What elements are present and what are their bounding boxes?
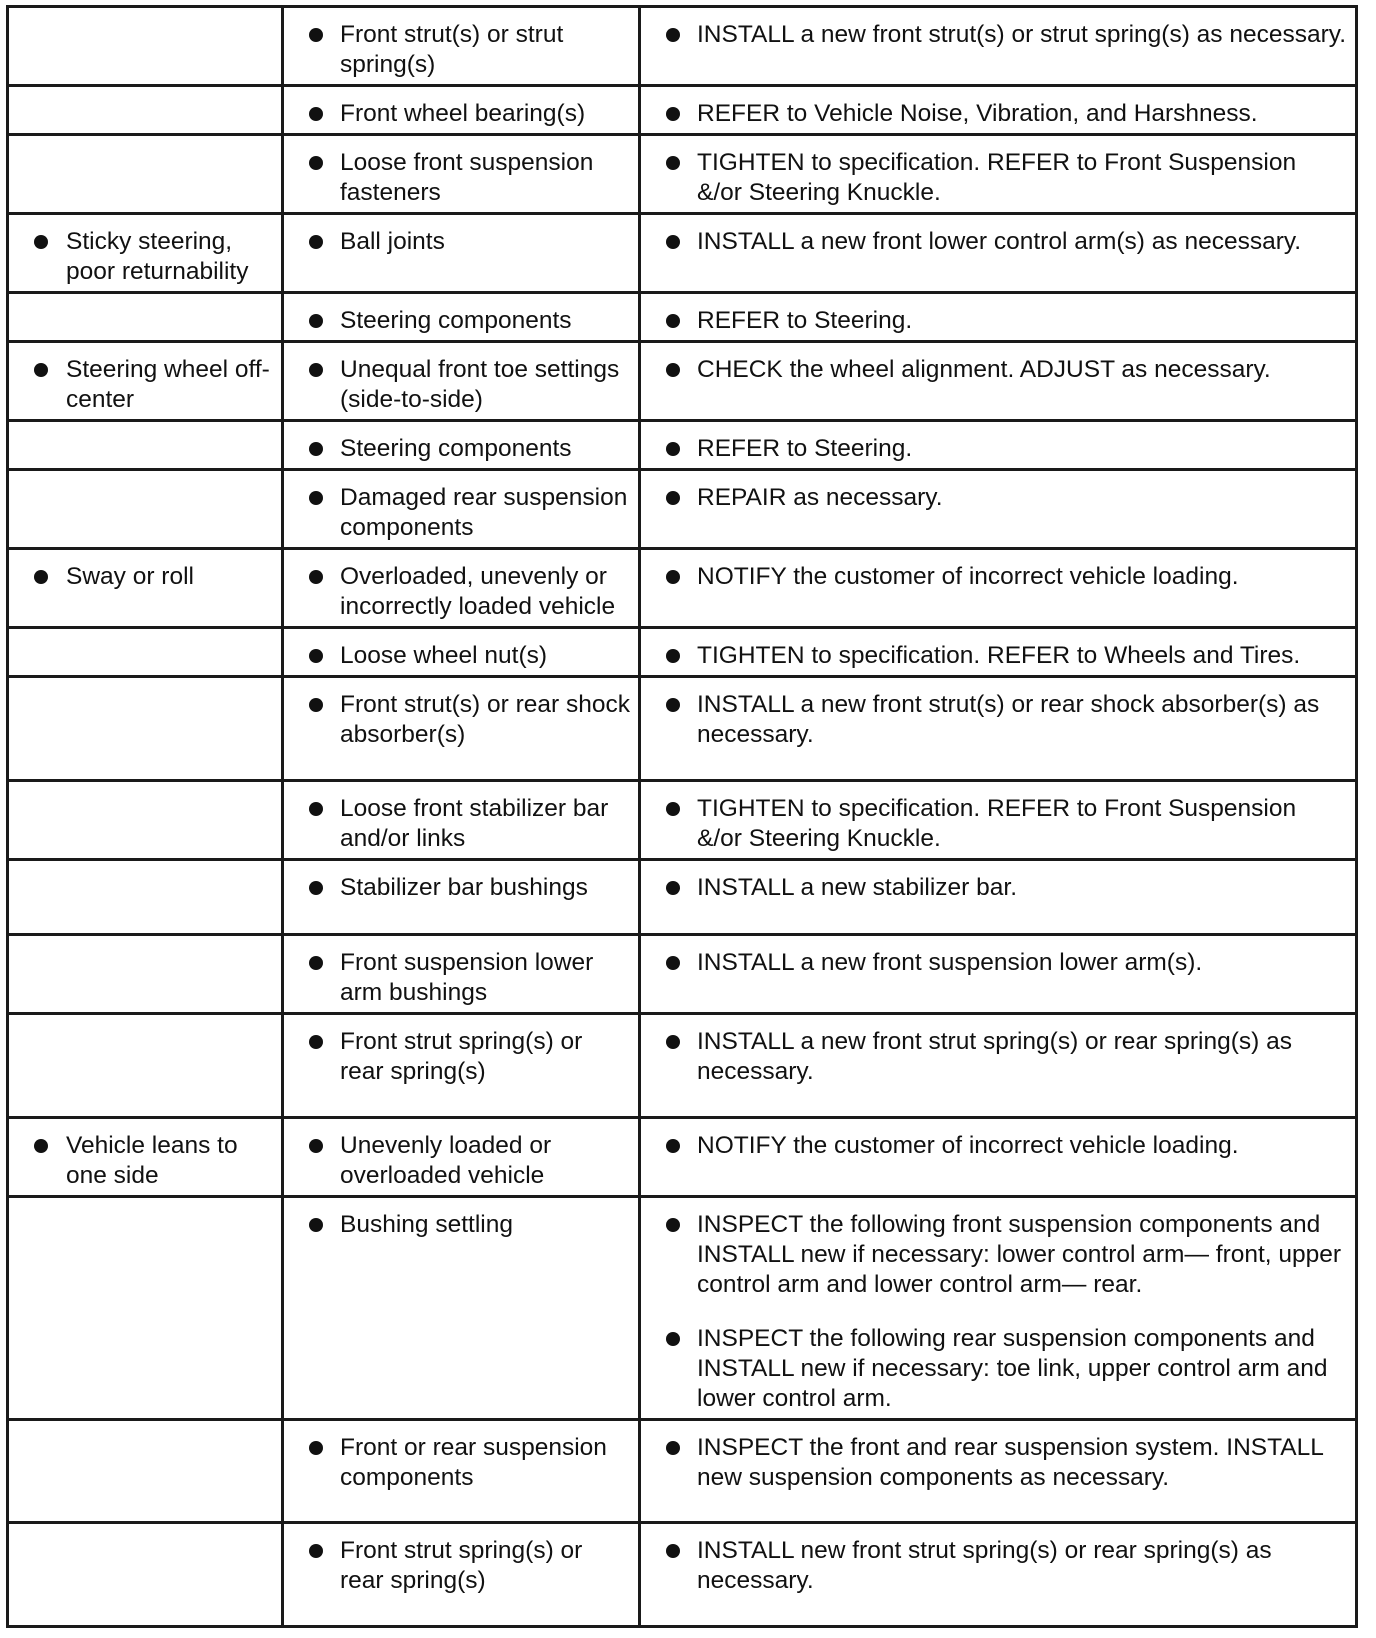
bullet-icon [309,956,323,970]
table-row [8,421,1357,470]
action-item [697,355,1347,385]
condition-cell [8,935,283,1014]
source-text: Unevenly loaded or overloaded vehicle [340,1132,552,1189]
action-text: INSPECT the front and rear suspension system. INSTALL new suspension components as necessary. [697,1434,1323,1491]
source-text: Bushing settling [340,1211,513,1238]
bullet-icon [666,1441,680,1455]
condition-cell [8,1014,283,1118]
source-text: Loose wheel nut(s) [340,642,548,669]
source-cell [283,342,640,421]
source-text: Steering components [340,307,572,334]
table-row [8,1523,1357,1627]
action-item [697,873,1347,903]
action-text: REFER to Steering. [697,435,913,462]
action-item [697,948,1347,978]
condition-cell [8,293,283,342]
source-cell [283,470,640,549]
bullet-icon [309,698,323,712]
bullet-icon [309,802,323,816]
source-cell [283,1014,640,1118]
source-cell [283,1197,640,1420]
action-cell [640,1420,1357,1523]
action-text: INSTALL a new front suspension lower arm(s). [697,949,1203,976]
bullet-icon [309,363,323,377]
action-cell [640,135,1357,214]
table-row [8,935,1357,1014]
bullet-icon [309,1139,323,1153]
action-cell [640,935,1357,1014]
table-row [8,7,1357,86]
table-body [8,7,1357,1627]
source-text: Steering components [340,435,572,462]
action-item [697,483,1347,513]
action-text: INSPECT the following front suspension components and INSTALL new if necessary: lower control arm— front, upper control arm and lower control arm— rear. [697,1211,1342,1298]
source-cell [283,935,640,1014]
source-text: Front strut(s) or rear shock absorber(s) [340,691,630,748]
bullet-icon [34,570,48,584]
action-item [697,434,1347,464]
condition-cell [8,421,283,470]
bullet-icon [666,1139,680,1153]
action-cell [640,1014,1357,1118]
action-item [697,227,1347,257]
action-item [697,1536,1347,1596]
source-cell [283,1523,640,1627]
table-row [8,1420,1357,1523]
action-item [697,690,1347,750]
source-cell [283,628,640,677]
table-row [8,1014,1357,1118]
action-text: REPAIR as necessary. [697,484,943,511]
source-text: Front or rear suspension components [340,1434,607,1491]
bullet-icon [666,1544,680,1558]
table-row [8,86,1357,135]
diagnosis-table-page [6,5,1355,1628]
bullet-icon [666,802,680,816]
bullet-icon [666,314,680,328]
action-cell [640,7,1357,86]
bullet-icon [666,442,680,456]
condition-cell [8,470,283,549]
action-item [697,20,1347,50]
bullet-icon [309,1544,323,1558]
action-text: INSTALL a new front strut spring(s) or rear spring(s) as necessary. [697,1028,1292,1085]
source-text: Front wheel bearing(s) [340,100,586,127]
bullet-icon [666,156,680,170]
source-cell [283,781,640,860]
source-cell [283,214,640,293]
source-text: Loose front suspension fasteners [340,149,594,206]
source-text: Front strut spring(s) or rear spring(s) [340,1028,583,1085]
condition-cell [8,781,283,860]
source-text: Loose front stabilizer bar and/or links [340,795,609,852]
action-cell [640,342,1357,421]
condition-cell [8,1197,283,1420]
action-item [697,99,1347,129]
source-cell [283,293,640,342]
action-text: TIGHTEN to specification. REFER to Front Suspension &/or Steering Knuckle. [697,795,1297,852]
table-row [8,781,1357,860]
action-cell [640,860,1357,935]
action-item [697,1433,1347,1493]
table-row [8,293,1357,342]
condition-text: Steering wheel off-center [66,356,270,413]
bullet-icon [666,1035,680,1049]
condition-text: Sway or roll [66,563,194,590]
action-item [697,562,1347,592]
bullet-icon [666,1332,680,1346]
action-text: INSTALL a new front strut(s) or rear shock absorber(s) as necessary. [697,691,1320,748]
bullet-icon [34,1139,48,1153]
bullet-icon [309,442,323,456]
table-row [8,214,1357,293]
condition-cell [8,214,283,293]
condition-cell [8,342,283,421]
action-cell [640,1197,1357,1420]
action-cell [640,1523,1357,1627]
symptom-chart-table [6,5,1358,1628]
source-cell [283,860,640,935]
action-item [697,1324,1347,1414]
source-text: Overloaded, unevenly or incorrectly loaded vehicle [340,563,616,620]
table-row [8,860,1357,935]
action-cell [640,470,1357,549]
action-text: NOTIFY the customer of incorrect vehicle loading. [697,563,1239,590]
condition-cell [8,7,283,86]
bullet-icon [666,491,680,505]
bullet-icon [666,107,680,121]
bullet-icon [309,28,323,42]
table-row [8,549,1357,628]
condition-cell [8,1118,283,1197]
source-cell [283,549,640,628]
source-cell [283,1420,640,1523]
action-item [697,148,1347,208]
bullet-icon [666,881,680,895]
table-row [8,677,1357,781]
action-item [697,794,1347,854]
source-cell [283,421,640,470]
action-text: INSTALL a new front strut(s) or strut spring(s) as necessary. [697,21,1346,48]
bullet-icon [309,235,323,249]
bullet-icon [309,570,323,584]
bullet-icon [309,1035,323,1049]
action-text: INSPECT the following rear suspension components and INSTALL new if necessary: toe link, upper control arm and lower control arm. [697,1325,1328,1412]
bullet-icon [309,107,323,121]
condition-cell [8,628,283,677]
condition-text: Vehicle leans to one side [66,1132,238,1189]
action-cell [640,421,1357,470]
bullet-icon [34,363,48,377]
table-row [8,1197,1357,1420]
action-item [697,306,1347,336]
bullet-icon [309,1441,323,1455]
bullet-icon [666,28,680,42]
source-text: Damaged rear suspension components [340,484,628,541]
source-cell [283,1118,640,1197]
condition-cell [8,86,283,135]
condition-text: Sticky steering, poor returnability [66,228,249,285]
action-cell [640,214,1357,293]
bullet-icon [666,235,680,249]
condition-cell [8,1523,283,1627]
bullet-icon [309,156,323,170]
bullet-icon [309,649,323,663]
source-text: Front strut(s) or strut spring(s) [340,21,564,78]
action-item [697,1027,1347,1087]
action-text: CHECK the wheel alignment. ADJUST as necessary. [697,356,1271,383]
source-cell [283,135,640,214]
bullet-icon [309,491,323,505]
condition-cell [8,677,283,781]
action-cell [640,677,1357,781]
bullet-icon [666,1218,680,1232]
source-text: Unequal front toe settings (side-to-side) [340,356,620,413]
action-text: INSTALL a new front lower control arm(s) as necessary. [697,228,1302,255]
table-row [8,1118,1357,1197]
action-cell [640,781,1357,860]
source-text: Front strut spring(s) or rear spring(s) [340,1537,583,1594]
bullet-icon [666,363,680,377]
action-item [697,1131,1347,1161]
action-cell [640,549,1357,628]
condition-cell [8,1420,283,1523]
bullet-icon [666,570,680,584]
action-cell [640,293,1357,342]
source-cell [283,86,640,135]
table-row [8,628,1357,677]
table-row [8,342,1357,421]
condition-cell [8,860,283,935]
table-row [8,135,1357,214]
table-row [8,470,1357,549]
source-text: Front suspension lower arm bushings [340,949,594,1006]
bullet-icon [309,881,323,895]
bullet-icon [309,314,323,328]
condition-cell [8,135,283,214]
action-text: REFER to Vehicle Noise, Vibration, and Harshness. [697,100,1258,127]
source-text: Ball joints [340,228,445,255]
action-cell [640,1118,1357,1197]
action-text: INSTALL new front strut spring(s) or rear spring(s) as necessary. [697,1537,1272,1594]
action-item [697,1210,1347,1300]
action-text: TIGHTEN to specification. REFER to Front Suspension &/or Steering Knuckle. [697,149,1297,206]
action-text: NOTIFY the customer of incorrect vehicle loading. [697,1132,1239,1159]
action-text: TIGHTEN to specification. REFER to Wheels and Tires. [697,642,1301,669]
source-cell [283,7,640,86]
action-text: REFER to Steering. [697,307,913,334]
bullet-icon [666,698,680,712]
bullet-icon [666,649,680,663]
action-text: INSTALL a new stabilizer bar. [697,874,1018,901]
source-cell [283,677,640,781]
bullet-icon [309,1218,323,1232]
source-text: Stabilizer bar bushings [340,874,588,901]
action-cell [640,628,1357,677]
bullet-icon [666,956,680,970]
action-item [697,641,1347,671]
condition-cell [8,549,283,628]
action-cell [640,86,1357,135]
bullet-icon [34,235,48,249]
